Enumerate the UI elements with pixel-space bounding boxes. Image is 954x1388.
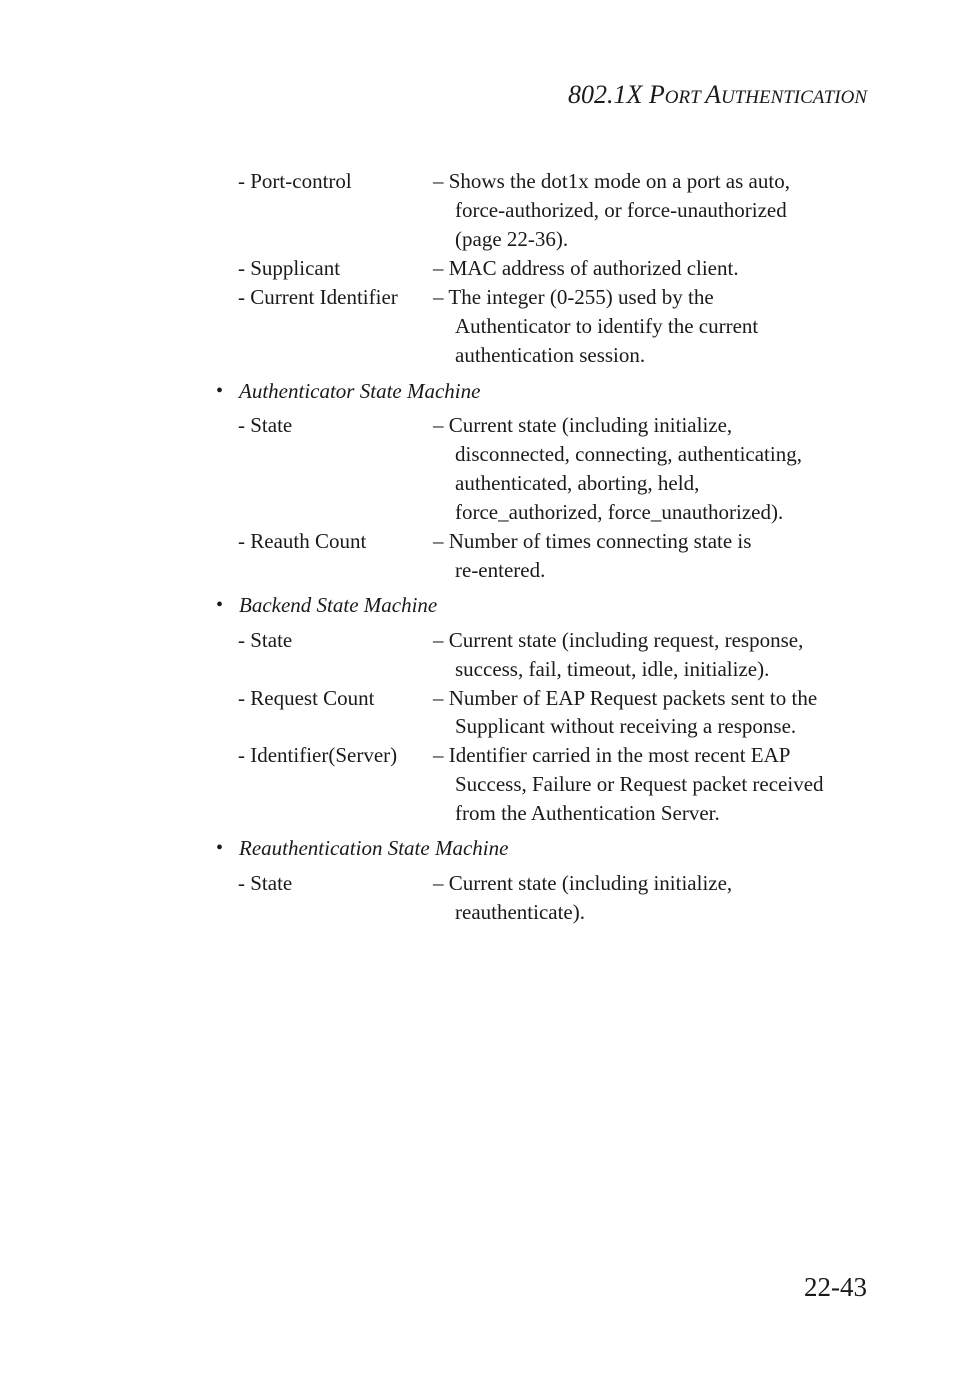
section-title: Reauthentication State Machine bbox=[239, 836, 509, 860]
row-label: - Port-control bbox=[238, 169, 352, 193]
header-p2-rest: UTHENTICATION bbox=[720, 87, 867, 108]
bullet: • bbox=[216, 837, 224, 859]
row-description: – Current state (including initialize, bbox=[433, 413, 733, 437]
header-p1: P bbox=[648, 80, 665, 109]
page-number: 22-43 bbox=[804, 1272, 867, 1302]
section-title: Backend State Machine bbox=[239, 593, 438, 617]
row-label: - Identifier(Server) bbox=[238, 743, 398, 767]
bullet: • bbox=[216, 594, 224, 616]
row-description-cont: force-authorized, or force-unauthorized bbox=[455, 198, 787, 222]
row-description: – Shows the dot1x mode on a port as auto, bbox=[433, 169, 790, 193]
row-label: - Reauth Count bbox=[238, 529, 367, 553]
row-label: - Current Identifier bbox=[238, 285, 398, 309]
row-description-cont: Authenticator to identify the current bbox=[455, 314, 759, 338]
row-description-cont: reauthenticate). bbox=[455, 900, 585, 924]
row-description-cont: force_authorized, force_unauthorized). bbox=[455, 500, 784, 524]
row-label: - Request Count bbox=[238, 686, 375, 710]
row-label: - Supplicant bbox=[238, 256, 341, 280]
row-label: - State bbox=[238, 871, 293, 895]
section-title: Authenticator State Machine bbox=[239, 379, 481, 403]
row-description: – Current state (including initialize, bbox=[433, 871, 733, 895]
running-header bbox=[568, 80, 867, 110]
row-description-cont: disconnected, connecting, authenticating, bbox=[455, 442, 802, 466]
row-description-cont: authenticated, aborting, held, bbox=[455, 471, 700, 495]
row-description-cont: re-entered. bbox=[455, 558, 546, 582]
row-label: - State bbox=[238, 413, 293, 437]
row-description-cont: authentication session. bbox=[455, 343, 646, 367]
row-description-cont: success, fail, timeout, idle, initialize). bbox=[455, 657, 770, 681]
row-description-cont: from the Authentication Server. bbox=[455, 801, 720, 825]
row-label: - State bbox=[238, 628, 293, 652]
header-prefix: 802.1X bbox=[567, 80, 649, 109]
bullet: • bbox=[216, 380, 224, 402]
row-description-cont: Supplicant without receiving a response. bbox=[455, 714, 797, 738]
row-description-cont: Success, Failure or Request packet received bbox=[455, 772, 824, 796]
row-description: – The integer (0-255) used by the bbox=[433, 285, 714, 309]
row-description: – Number of times connecting state is bbox=[433, 529, 752, 553]
row-description: – Current state (including request, response, bbox=[433, 628, 804, 652]
row-description-cont: (page 22-36). bbox=[455, 227, 569, 251]
row-description: – Number of EAP Request packets sent to the bbox=[433, 686, 818, 710]
row-description: – MAC address of authorized client. bbox=[433, 256, 739, 280]
header-p2: A bbox=[705, 80, 721, 109]
header-p1-rest: ORT bbox=[664, 87, 706, 108]
row-description: – Identifier carried in the most recent EAP bbox=[433, 743, 791, 767]
